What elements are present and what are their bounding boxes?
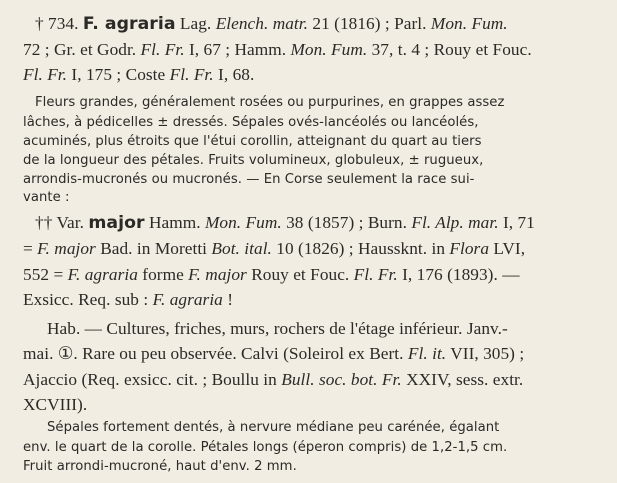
variety-text-fragment: Flora <box>449 239 490 258</box>
entry-text-fragment: Fl. Fr. <box>169 65 214 84</box>
variety-line <box>23 240 525 257</box>
variety-text-fragment: = <box>23 239 38 258</box>
variety-text-fragment: 10 (1826) ; Haussknt. in <box>271 239 450 258</box>
entry-text-fragment: I, 68. <box>213 65 255 84</box>
variety-text-fragment: Rouy et Fouc. <box>246 265 354 284</box>
note-line: Fruit arrondi-mucroné, haut d'env. 2 mm. <box>23 459 297 474</box>
variety-text-fragment: Bad. in Moretti <box>95 239 212 258</box>
variety-line <box>23 266 520 283</box>
entry-line <box>23 66 254 83</box>
variety-text-fragment: Fl. Fr. <box>353 265 398 284</box>
entry-text-fragment: I, 67 ; Hamm. <box>184 40 291 59</box>
variety-text-fragment: LVI, <box>489 239 526 258</box>
description-line: lâches, à pédicelles ± dressés. Sépales ovés-lancéolés ou lancéolés, <box>23 115 479 130</box>
description-line: vante : <box>23 190 70 205</box>
entry-text-fragment: F. agraria <box>82 14 176 34</box>
variety-text-fragment: F. agraria <box>152 290 223 309</box>
variety-line <box>35 214 535 232</box>
habitat-text-fragment: XXIV, sess. extr. <box>401 370 524 389</box>
variety-line <box>23 291 233 308</box>
habitat-line <box>47 320 508 337</box>
variety-text-fragment: I, 176 (1893). — <box>397 265 520 284</box>
habitat-line <box>23 345 524 362</box>
description-line: Fleurs grandes, généralement rosées ou purpurines, en grappes assez <box>35 95 505 110</box>
description-line: de la longueur des pétales. Fruits volumineux, globuleux, ± rugueux, <box>23 153 484 168</box>
variety-text-fragment: Exsicc. Req. sub : <box>23 290 153 309</box>
habitat-text-fragment: Bull. soc. bot. Fr. <box>281 370 402 389</box>
entry-text-fragment: I, 175 ; Coste <box>67 65 170 84</box>
entry-text-fragment: Mon. Fum. <box>290 40 368 59</box>
variety-text-fragment: major <box>88 213 145 233</box>
habitat-text-fragment: Ajaccio (Req. exsicc. cit. ; Boullu in <box>23 370 282 389</box>
habitat-text-fragment: mai. ①. Rare ou peu observée. Calvi (Soleirol ex Bert. <box>23 344 408 363</box>
entry-text-fragment: Mon. Fum. <box>430 14 508 33</box>
variety-text-fragment: F. agraria <box>67 265 138 284</box>
habitat-text-fragment: Hab. — Cultures, friches, murs, rochers de l'étage inférieur. Janv.- <box>47 319 508 338</box>
variety-text-fragment: Hamm. <box>144 213 205 232</box>
entry-text-fragment: Lag. <box>175 14 216 33</box>
habitat-text-fragment: XCVIII). <box>23 395 88 414</box>
entry-text-fragment: 72 ; Gr. et Godr. <box>23 40 141 59</box>
variety-text-fragment: Fl. Alp. mar. <box>411 213 499 232</box>
habitat-text-fragment: VII, 305) ; <box>446 344 525 363</box>
variety-text-fragment: ! <box>222 290 234 309</box>
note-line: Sépales fortement dentés, à nervure médiane peu carénée, égalant <box>47 420 500 435</box>
entry-text-fragment: Fl. Fr. <box>140 40 185 59</box>
entry-text-fragment: 21 (1816) ; Parl. <box>308 14 431 33</box>
variety-text-fragment: Bot. ital. <box>211 239 272 258</box>
entry-line <box>23 41 532 58</box>
habitat-text-fragment: Fl. it. <box>407 344 447 363</box>
variety-text-fragment: 552 = <box>23 265 68 284</box>
variety-text-fragment: F. major <box>188 265 247 284</box>
description-line: acuminés, plus étroits que l'étui corollin, atteignant du quart au tiers <box>23 134 482 149</box>
variety-text-fragment: forme <box>137 265 189 284</box>
variety-text-fragment: Mon. Fum. <box>204 213 282 232</box>
description-line: arrondis-mucronés ou mucronés. — En Corse seulement la race sui- <box>23 172 475 187</box>
variety-text-fragment: 38 (1857) ; Burn. <box>281 213 412 232</box>
entry-line <box>35 15 508 33</box>
entry-text-fragment: 37, t. 4 ; Rouy et Fouc. <box>367 40 532 59</box>
variety-text-fragment: F. major <box>37 239 96 258</box>
entry-text-fragment: † 734. <box>35 14 83 33</box>
variety-text-fragment: I, 71 <box>498 213 535 232</box>
habitat-line <box>23 371 523 388</box>
note-line: env. le quart de la corolle. Pétales longs (éperon compris) de 1,2-1,5 cm. <box>23 440 508 455</box>
habitat-line <box>23 396 87 413</box>
entry-text-fragment: Elench. matr. <box>215 14 309 33</box>
variety-text-fragment: †† Var. <box>35 213 89 232</box>
entry-text-fragment: Fl. Fr. <box>23 65 68 84</box>
